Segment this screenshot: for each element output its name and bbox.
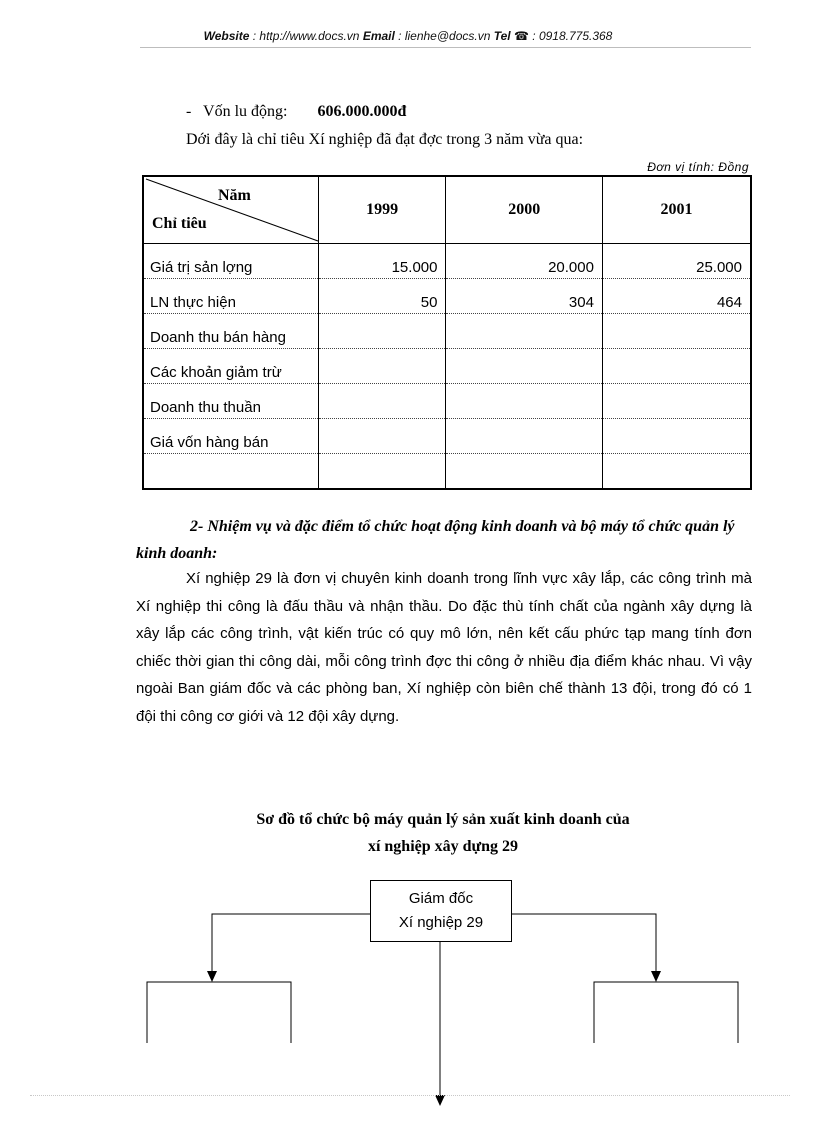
row-label: LN thực hiện <box>143 279 318 314</box>
row-label: Giá vốn hàng bán <box>143 419 318 454</box>
row-label: Doanh thu bán hàng <box>143 314 318 349</box>
director-box <box>370 880 512 942</box>
row-label: Giá trị sản lợng <box>143 244 318 279</box>
phone-icon: ☎ <box>513 29 529 43</box>
row-value: 15.000 <box>318 244 446 279</box>
row-label: Các khoản giảm trừ <box>143 349 318 384</box>
email-label: Email <box>362 29 395 43</box>
corner-year-label: Năm <box>218 187 251 204</box>
row-value: 464 <box>602 279 751 314</box>
row-value: 304 <box>446 279 602 314</box>
director-box-line1: Giám đốc <box>408 890 474 907</box>
table-intro-text: Dới đây là chỉ tiêu Xí nghiệp đã đạt đợc trong 3 năm vừa qua: <box>186 131 584 148</box>
row-value: 25.000 <box>602 244 751 279</box>
connector-left <box>212 914 370 972</box>
row-value: 50 <box>318 279 446 314</box>
website-url[interactable]: : http://www.docs.vn <box>249 29 363 43</box>
bullet-dash: - <box>186 103 192 120</box>
child-box-left <box>147 982 291 1043</box>
director-box-line2: Xí nghiệp 29 <box>398 914 484 931</box>
arrow-head-left <box>207 971 217 982</box>
year-header: 1999 <box>318 176 446 244</box>
email-address[interactable]: : lienhe@docs.vn <box>394 29 494 43</box>
row-value: 20.000 <box>446 244 602 279</box>
tel-label: Tel <box>493 29 511 43</box>
arrow-head-down <box>435 1095 445 1106</box>
child-box-right <box>594 982 738 1043</box>
working-capital-label: Vốn lu động: <box>203 103 288 120</box>
footer-divider <box>30 1095 790 1096</box>
row-label: Doanh thu thuần <box>143 384 318 419</box>
connector-right <box>512 914 656 972</box>
website-label: Website <box>203 29 250 43</box>
corner-indicator-label: Chỉ tiêu <box>152 215 207 232</box>
year-header: 2001 <box>602 176 751 244</box>
section-paragraph: Xí nghiệp 29 là đơn vị chuyên kinh doanh trong lĩnh vực xây lắp, các công trình mà Xí nghiệp thi công là đấu thầu và nhận thầu. Do đặc thù tính chất của ngành xây dựng là xây lắp các công trình, vật kiến trúc có quy mô lớn, nên kết cấu phức tạp mang tính đơn chiếc thời gian thi công dài, mỗi công trình đợc thi công ở nhiều địa điểm khác nhau. Vì vậy ngoài Ban giám đốc và các phòng ban, Xí nghiệp còn biên chế thành 13 đội, trong đó có 1 đội thi công cơ giới và 12 đội xây dựng. <box>136 570 752 725</box>
arrow-head-right <box>651 971 661 982</box>
tel-number: : 0918.775.368 <box>528 29 613 43</box>
working-capital-value: 606.000.000đ <box>317 103 407 120</box>
org-chart-title-line2: xí nghiệp xây dựng 29 <box>367 838 519 855</box>
year-header: 2000 <box>446 176 602 244</box>
section-heading: 2- Nhiệm vụ và đặc điểm tổ chức hoạt động kinh doanh và bộ máy tổ chức quản lý kinh doanh: <box>136 518 735 562</box>
unit-note: Đơn vị tính: Đồng <box>647 160 749 174</box>
org-chart-title-line1: Sơ đồ tổ chức bộ máy quản lý sản xuất kinh doanh của <box>256 811 630 828</box>
